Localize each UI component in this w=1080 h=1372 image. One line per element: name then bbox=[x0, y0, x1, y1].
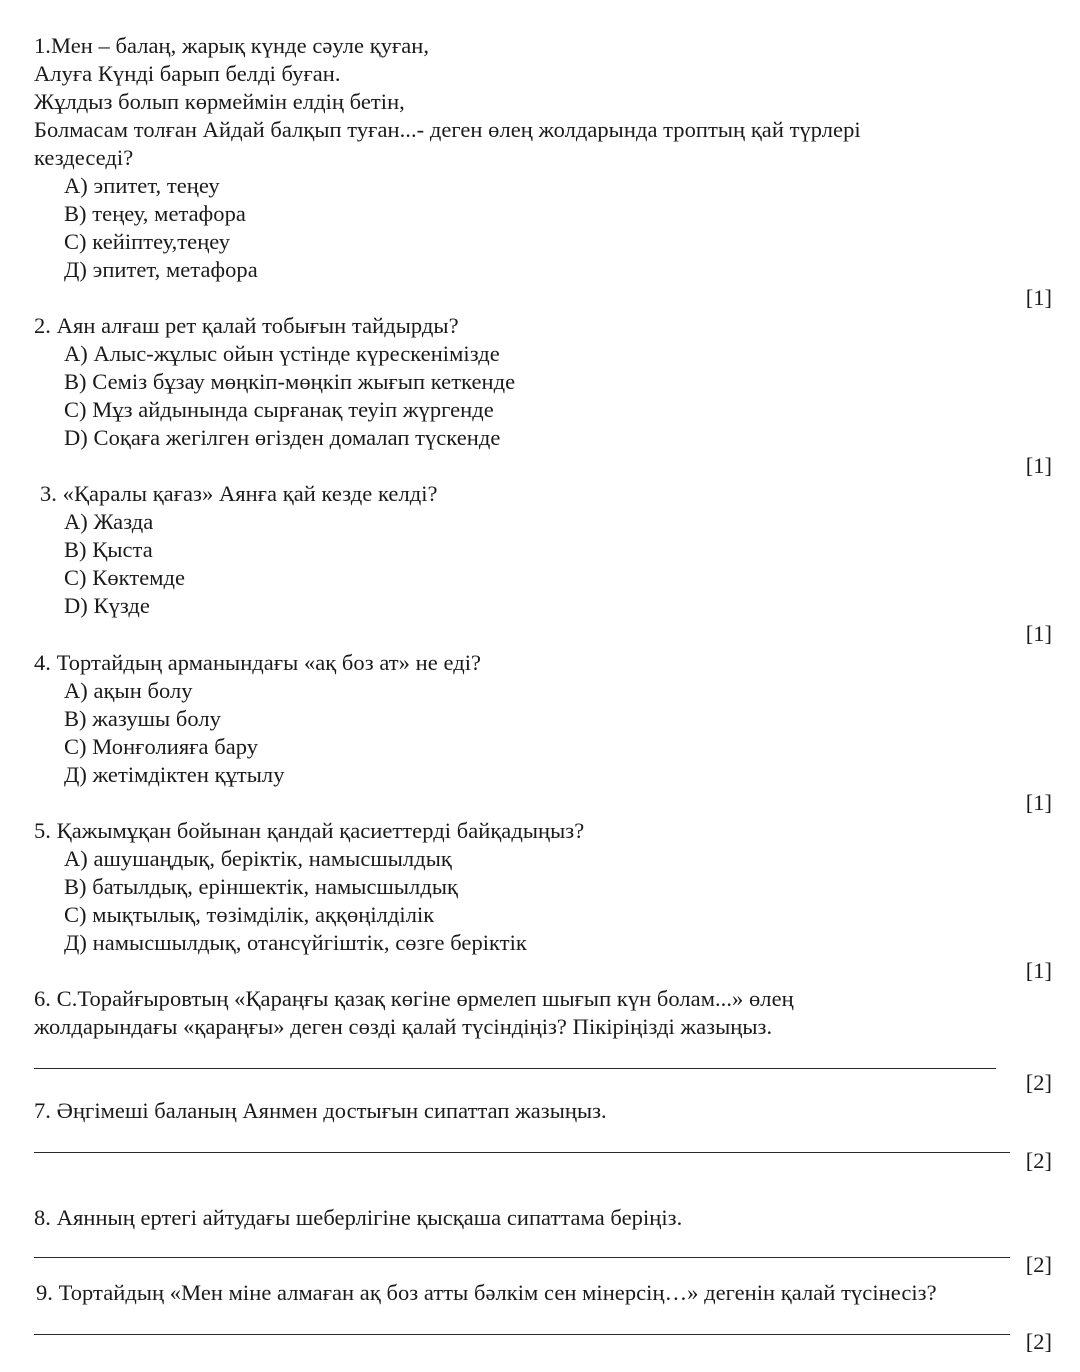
question-5-option-a: A) ашушаңдық, беріктік, намысшылдық bbox=[64, 846, 452, 871]
question-1-line-5: кездеседі? bbox=[34, 145, 134, 170]
question-8-answer-line[interactable] bbox=[34, 1257, 1010, 1258]
question-5-text: 5. Қажымұқан бойынан қандай қасиеттерді байқадыңыз? bbox=[34, 818, 585, 843]
question-5-option-c: C) мықтылық, төзімділік, аққөңілділік bbox=[64, 902, 435, 927]
question-1-option-b: B) теңеу, метафора bbox=[64, 201, 246, 226]
question-7-answer-line[interactable] bbox=[34, 1152, 1010, 1153]
question-1-mark: [1] bbox=[1025, 285, 1052, 310]
question-1-option-c: C) кейіптеу,теңеу bbox=[64, 229, 231, 254]
question-1-option-a: A) эпитет, теңеу bbox=[64, 173, 220, 198]
question-4-option-a: A) ақын болу bbox=[64, 678, 193, 703]
question-1-line-2: Алуға Күнді барып белді буған. bbox=[34, 61, 341, 86]
question-6-line-1: 6. С.Торайғыровтың «Қараңғы қазақ көгіне өрмелеп шығып күн болам...» өлең bbox=[34, 986, 794, 1011]
question-1-line-4: Болмасам толған Айдай балқып туған...- деген өлең жолдарында троптың қай түрлері bbox=[34, 117, 861, 142]
question-2-option-b: B) Семіз бұзау мөңкіп-мөңкіп жығып кеткенде bbox=[64, 369, 516, 394]
question-2-mark: [1] bbox=[1025, 453, 1052, 478]
question-2-option-d: D) Соқаға жегілген өгізден домалап түскенде bbox=[64, 425, 501, 450]
question-1-option-d: Д) эпитет, метафора bbox=[64, 257, 258, 282]
question-3-option-a: A) Жазда bbox=[64, 509, 154, 534]
question-7-text: 7. Әңгімеші баланың Аянмен достығын сипаттап жазыңыз. bbox=[34, 1098, 607, 1123]
question-4-option-d: Д) жетімдіктен құтылу bbox=[64, 762, 285, 787]
question-2-text: 2. Аян алғаш рет қалай тобығын тайдырды? bbox=[34, 313, 459, 338]
question-1-line-1: 1.Мен – балаң, жарық күнде сәуле қуған, bbox=[34, 33, 430, 58]
question-6-answer-line[interactable] bbox=[34, 1068, 996, 1069]
question-6-mark: [2] bbox=[1025, 1070, 1052, 1095]
question-3-text: 3. «Қаралы қағаз» Аянға қай кезде келді? bbox=[40, 481, 438, 506]
question-4-option-b: B) жазушы болу bbox=[64, 706, 221, 731]
question-9-text: 9. Тортайдың «Мен міне алмаған ақ боз атты бәлкім сен мінерсің…» дегенін қалай түсінесіз? bbox=[36, 1280, 937, 1305]
question-6-line-2: жолдарындағы «қараңғы» деген сөзді қалай түсіндіңіз? Пікіріңізді жазыңыз. bbox=[34, 1014, 773, 1039]
question-7-mark: [2] bbox=[1025, 1148, 1052, 1173]
question-3-option-b: B) Қыста bbox=[64, 537, 153, 562]
question-3-option-d: D) Күзде bbox=[64, 593, 150, 618]
question-3-mark: [1] bbox=[1025, 621, 1052, 646]
question-4-text: 4. Тортайдың арманындағы «ақ боз ат» не еді? bbox=[34, 650, 482, 675]
question-8-mark: [2] bbox=[1025, 1252, 1052, 1277]
question-9-answer-line[interactable] bbox=[34, 1334, 1010, 1335]
question-3-option-c: C) Көктемде bbox=[64, 565, 186, 590]
question-2-option-a: A) Алыс-жұлыс ойын үстінде күрескенімізде bbox=[64, 341, 500, 366]
question-8-text: 8. Аянның ертегі айтудағы шеберлігіне қысқаша сипаттама беріңіз. bbox=[34, 1205, 683, 1230]
question-5-option-d: Д) намысшылдық, отансүйгіштік, сөзге беріктік bbox=[64, 930, 527, 955]
question-1-line-3: Жұлдыз болып көрмеймін елдің бетін, bbox=[34, 89, 405, 114]
question-4-option-c: C) Монғолияға бару bbox=[64, 734, 259, 759]
question-2-option-c: C) Мұз айдынында сырғанақ теуіп жүргенде bbox=[64, 397, 494, 422]
question-4-mark: [1] bbox=[1025, 790, 1052, 815]
question-9-mark: [2] bbox=[1025, 1329, 1052, 1354]
question-5-option-b: B) батылдық, еріншектік, намысшылдық bbox=[64, 874, 458, 899]
question-5-mark: [1] bbox=[1025, 958, 1052, 983]
